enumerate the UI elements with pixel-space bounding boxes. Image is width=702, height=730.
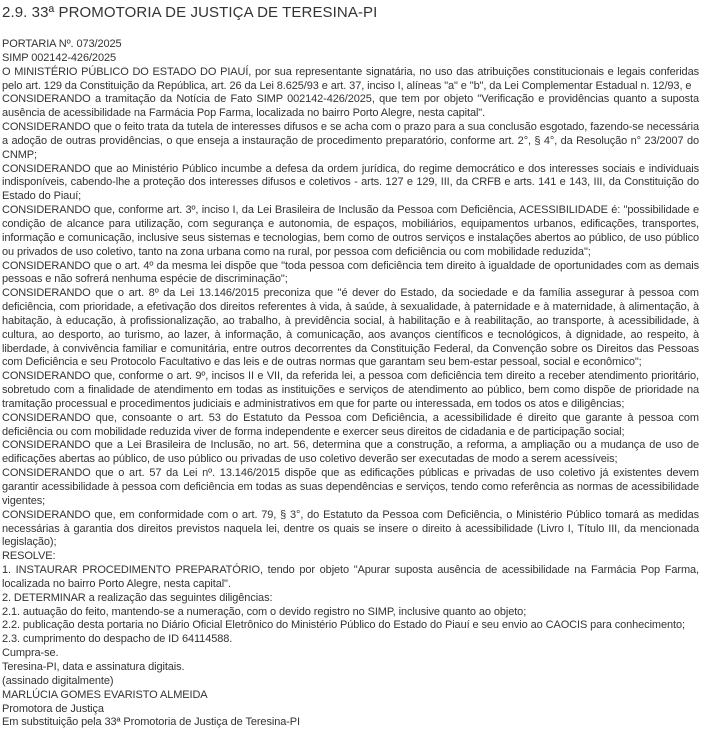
preamble: O MINISTÉRIO PÚBLICO DO ESTADO DO PIAUÍ, por sua representante signatária, no uso das atribuições constitucionais e legais conferidas pelo art. 129 da Constituição da República, art. 26 da Lei 8.625/93 e art. 37, inciso I, alíneas "a" e "b", da Lei Complementar Estadual n. 12/93, e <box>2 65 699 92</box>
considerando-art8-dever-estado: CONSIDERANDO que o art. 8º da Lei 13.146/2015 preconiza que "é dever do Estado, da sociedade e da família assegurar à pessoa com deficiência, com prioridade, a efetivação dos direitos referentes à vida, à saúde, à sexualidade, à paternidade e à maternidade, à alimentação, à habitação, à educação, à profissionalização, ao trabalho, à previdência social, à habilitação e à reabilitação, ao transporte, à acessibilidade, à cultura, ao desporto, ao turismo, ao lazer, à informação, à comunicação, aos avanços científicos e tecnológicos, à dignidade, ao respeito, à liberdade, à convivência familiar e comunitária, entre outros decorrentes da Constituição Federal, da Convenção sobre os Direitos das Pessoas com Deficiência e seu Protocolo Facultativo e das leis e de outras normas que garantam seu bem-estar pessoal, social e econômico"; <box>2 287 699 369</box>
item-1-instaurar: 1. INSTAURAR PROCEDIMENTO PREPARATÓRIO, tendo por objeto "Apurar suposta ausência de acessibilidade na Farmácia Pop Farma, localizada no bairro Porto Alegre, nesta capital". <box>2 564 699 590</box>
simp-number: SIMP 002142-426/2025 <box>2 51 116 64</box>
signatory-title: Promotora de Justiça <box>2 702 104 715</box>
item-2-2-publicacao: 2.2. publicação desta portaria no Diário Oficial Eletrônico do Ministério Público do Estado do Piauí e seu envio ao CAOCIS para conhecimento; <box>2 619 685 632</box>
signatory-name: MARLÚCIA GOMES EVARISTO ALMEIDA <box>2 688 208 701</box>
resolve-heading: RESOLVE: <box>2 550 56 563</box>
signed-digitally-note: (assinado digitalmente) <box>2 674 114 687</box>
date-signature-line: Teresina-PI, data e assinatura digitais. <box>2 660 185 673</box>
item-2-1-autuacao: 2.1. autuação do feito, mantendo-se a numeração, com o devido registro no SIMP, inclusive quanto ao objeto; <box>2 605 527 618</box>
item-2-3-cumprimento-despacho: 2.3. cumprimento do despacho de ID 64114588. <box>2 633 233 646</box>
cumpra-se: Cumpra-se. <box>2 647 59 660</box>
considerando-definicao-acessibilidade: CONSIDERANDO que, conforme art. 3º, inciso I, da Lei Brasileira de Inclusão da Pessoa com Deficiência, ACESSIBILIDADE é: "possibilidade e condição de alcance para utilização, com segurança e autonomia, de espaços, mobiliários, equipamentos urbanos, edificações, transportes, informação e comunicação, inclusive seus sistemas e tecnologias, bem como de outros serviços e instalações abertos ao público, de uso público ou privados de uso coletivo, tanto na zona urbana como na rural, por pessoa com deficiência ou com mobilidade reduzida"; <box>2 204 699 258</box>
considerando-art56-edificacoes: CONSIDERANDO que a Lei Brasileira de Inclusão, no art. 56, determina que a construção, a reforma, a ampliação ou a mudança de uso de edificações abertas ao público, de uso público ou privadas de uso coletivo deverão ser executadas de modo a serem acessíveis; <box>2 439 699 466</box>
considerando-art53-acessibilidade-direito: CONSIDERANDO que, consoante o art. 53 do Estatuto da Pessoa com Deficiência, a acessibilidade é direito que garante à pessoa com deficiência ou com mobilidade reduzida viver de forma independente e exercer seus direitos de cidadania e de participação social; <box>2 411 699 438</box>
considerando-prazo-esgotado: CONSIDERANDO que o feito trata da tutela de interesses difusos e se acha com o prazo para a sua conclusão esgotado, fazendo-se necessária a adoção de outras providências, o que enseja a instauração de procedimento preparatório, conforme art. 2°, § 4°, da Resolução n° 23/2007 do CNMP; <box>2 121 699 161</box>
signatory-substitution-note: Em substituição pela 33ª Promotoria de Justiça de Teresina-PI <box>2 716 300 729</box>
considerando-tramitacao: CONSIDERANDO a tramitação da Notícia de Fato SIMP 002142-426/2025, que tem por objeto "Verificação e providências quanto a suposta ausência de acessibilidade na Farmácia Pop Farma, localizada no bairro Porto Alegre, nesta capital". <box>2 93 699 120</box>
portaria-body <box>2 38 699 730</box>
considerando-art79-ministerio-publico: CONSIDERANDO que, em conformidade com o art. 79, § 3°, do Estatuto da Pessoa com Deficiência, o Ministério Público tomará as medidas necessárias à garantia dos direitos previstos naquela lei, dentre os quais se insere o direito à acessibilidade (Livro I, Título III, da mencionada legislação); <box>2 508 699 549</box>
considerando-art4-igualdade: CONSIDERANDO que o art. 4º da mesma lei dispõe que "toda pessoa com deficiência tem direito à igualdade de oportunidades com as demais pessoas e não sofrerá nenhuma espécie de discriminação"; <box>2 259 699 286</box>
section-title: 2.9. 33ª PROMOTORIA DE JUSTIÇA DE TERESINA-PI <box>2 4 378 21</box>
considerando-art57-edificacoes-existentes: CONSIDERANDO que o art. 57 da Lei nº. 13.146/2015 dispõe que as edificações públicas e privadas de uso coletivo já existentes devem garantir acessibilidade à pessoa com deficiência em todas as suas dependências e serviços, tendo como referência as normas de acessibilidade vigentes; <box>2 467 699 507</box>
item-2-determinar: 2. DETERMINAR a realização das seguintes diligências: <box>2 591 273 604</box>
portaria-number: PORTARIA Nº. 073/2025 <box>2 38 122 50</box>
considerando-defesa-ordem-juridica: CONSIDERANDO que ao Ministério Público incumbe a defesa da ordem jurídica, do regime democrático e dos interesses sociais e individuais indisponíveis, cabendo-lhe a proteção dos interesses difusos e coletivos - arts. 127 e 129, III, da CRFB e arts. 141 e 143, III, da Constituição do Estado do Piauí; <box>2 162 699 203</box>
considerando-art9-atendimento-prioritario: CONSIDERANDO que, conforme o art. 9º, incisos II e VII, da referida lei, a pessoa com deficiência tem direito a receber atendimento prioritário, sobretudo com a finalidade de atendimento em todas as instituições e serviços de atendimento ao público, bem como dispõe de prioridade na tramitação processual e procedimentos judiciais e administrativos em que for parte ou interessada, em todos os atos e diligências; <box>2 370 699 410</box>
